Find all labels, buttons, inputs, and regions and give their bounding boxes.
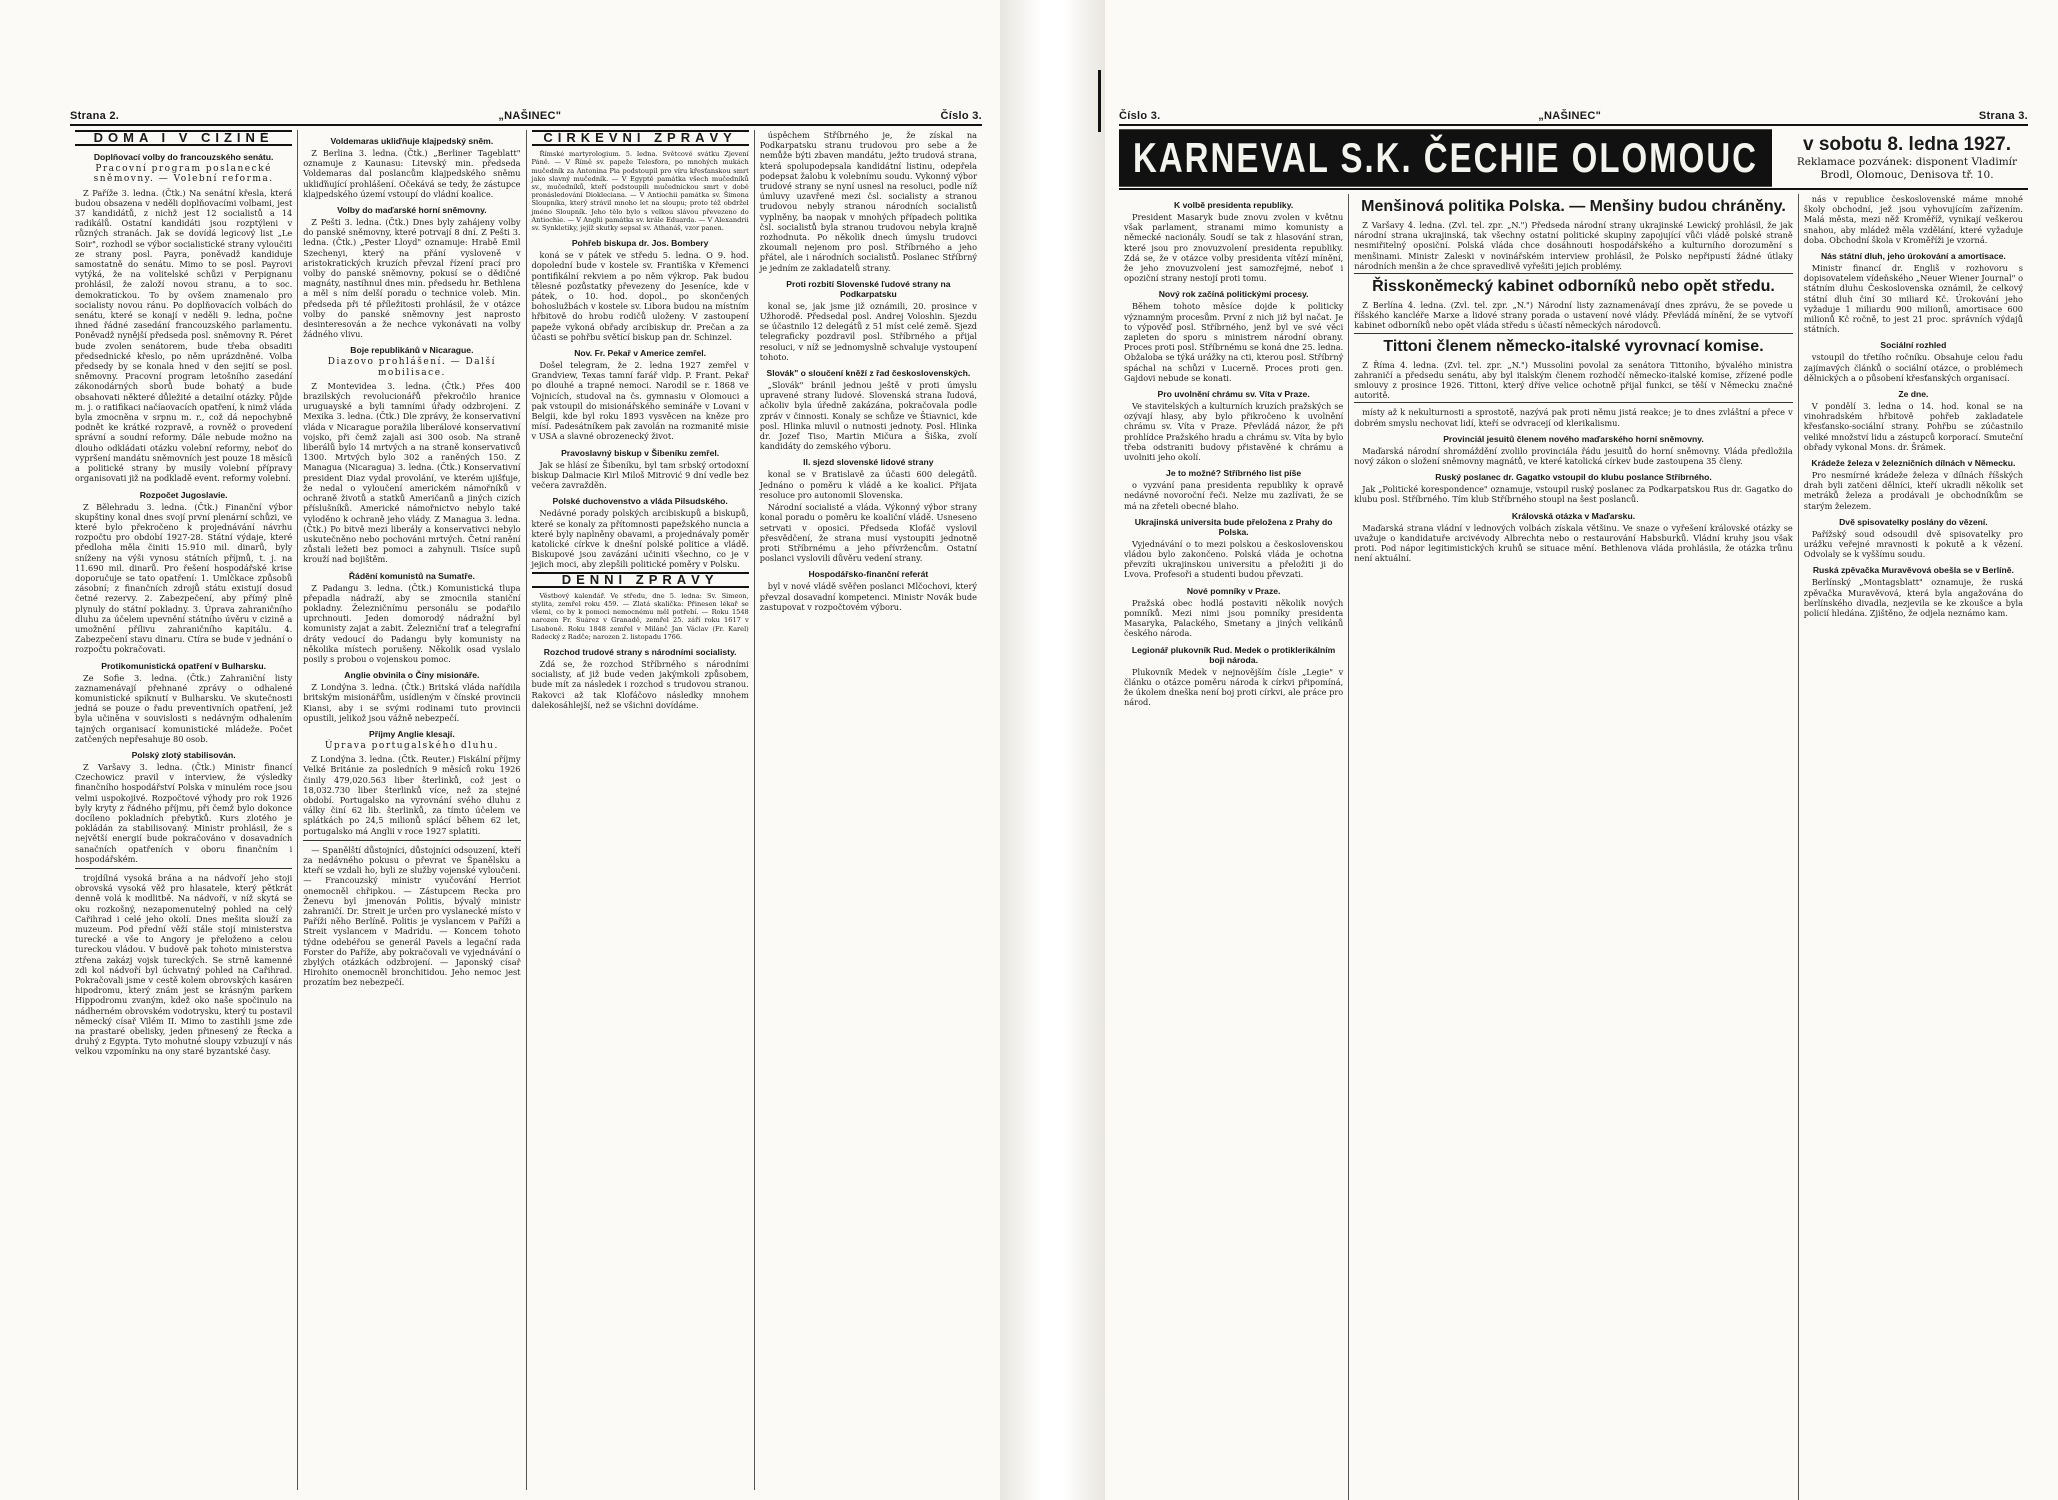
article-heading: Pro uvolnění chrámu sv. Víta v Praze. — [1157, 389, 1310, 400]
article-text: Pařížský soud odsoudil dvě spisovatelky pro urážku veřejné mravnosti k pokutě a k vězení. Odvolaly se k vyššímu soudu. — [1803, 528, 2023, 560]
article-text: Ze Sofie 3. ledna. (Čtk.) Zahraniční listy zaznamenávají přehnané zprávy o odhalené komunistické spiknutí v Bulharsku. Ve skutečnosti jedná se pouze o řadu preventivních opatření, jež byla učiněna v souvislosti s nedávným odhalením tajných organisací komunistické mládeže. Počet zatčených nepřesahuje 80 osob. — [75, 672, 293, 744]
article-subheading: Pracovní program poslanecké sněmovny. — Volební reforma. — [93, 164, 274, 185]
article-subheading: Diazovo prohlášení. — Další mobilisace. — [327, 357, 496, 378]
advert-title: KARNEVAL S.K. ČECHIE OLOMOUC — [1119, 129, 1772, 187]
article-heading: K volbě presidenta republiky. — [1174, 200, 1294, 210]
article-heading: Krádeže železa v železničních dílnách v Německu. — [1811, 458, 2016, 469]
article-text: Vyjednávání o to mezi polskou a československou vládou bylo zakončeno. Polská vláda je ochotna převzíti ukrajinskou universitu a přeložiti ji do Lvova. Profesoři a studenti budou převzati. — [1124, 538, 1344, 580]
article-text: Zdá se, že rozchod Stříbrného s národními socialisty, ať již bude veden jakýmkoli způsobem, bude mít za následek i rozchod s trudovou stranou. Rakovci až tak Klofáčovo následky mnohem dalekosáhlejší, než se všichni dovídáme. — [531, 658, 749, 710]
left-running-head — [70, 110, 982, 126]
article-text: Maďarská strana vládní v lednových volbách získala většinu. Ve snaze o vyřešení královské otázky se uvažuje o kandidatuře arcivévody Albrechta nebo o restaurování Habsburků. Vládní kruhy jsou však proti. Pod nápor legitimistických kruhů se situace mění. Bethlenova vláda prohlásila, že otázka trůnu není aktuální. — [1354, 522, 1793, 564]
article-heading: Volby do maďarské horní sněmovny. — [337, 205, 487, 216]
article-heading: Nové pomníky v Praze. — [1186, 585, 1281, 596]
article-text: Věstbový kalendář. Ve středu, dne 5. ledna: Sv. Simeon, stylita, zemřel roku 459. — Zlatá skalička: Přinesen lékař se všemi, co by k pomoci nemocnému měl potřebí. — Roku 1548 narozen Fr. Suárez v Granadě, zemřel 25. září roku 1617 v Lisaboně. Roku 1848 zemřel v Milánč Jan Václav (Fr. Karel) Radecký z Radče; narozen 2. listopadu 1766. — [531, 591, 749, 641]
left-column-3 — [526, 130, 754, 1490]
article-text: Z Varšavy 3. ledna. (Čtk.) Ministr financí Czechowicz pravil v interview, že výsledky finančního hospodářství Polska v minulém roce jsou velmi uspokojivé. Rozpočtové výhody pro rok 1926 byly kryty z řádného příjmu, při čemž bylo dokonce docíleno pokladních přebytků. Kurs zlotého je pokládán za stabilisovaný. Ministr prohlásil, že s největší energií bude pokračováno v dosavadních sanačních opatřeních v oboru finančním i hospodářském. — [75, 761, 293, 864]
page-gutter — [1000, 0, 1105, 1500]
article-text: „Slovák" bránil jednou ještě v proti úmyslu upravené strany ľudové. Slovenská strana ľudová, ačkoliv byla úředně zakázána, pokračovala podle zpráv v činnosti. Konaly se schůze ve Štiavnici, kde posl. Hlinka mluvil o nutnosti jednoty. Posl. Hlinka dr. Jozef Tiso, Martin Mičura a Šiška, zvolí kandidáty do zemského výboru. — [759, 380, 977, 452]
right-column-1 — [1119, 194, 1348, 1500]
left-column-4 — [754, 130, 982, 1490]
right-columns — [1119, 194, 2028, 1500]
advert-date: v sobotu 8. ledna 1927. — [1802, 134, 2011, 155]
right-issue-number: Číslo 3. — [1119, 110, 1161, 122]
wide-heading: Menšinová politika Polska. — Menšiny budou chráněny. — [1361, 198, 1786, 215]
article-text: místy až k nekulturnosti a sprostotě, nazývá pak proti němu jistá reakce; je to dnes zvláštní a přece v dobrém smyslu nechovat lidí, kteří se odvracejí od klerikalismu. — [1354, 407, 1793, 428]
article-heading: Sociální rozhled — [1880, 340, 1947, 351]
article-text: Berlínský „Montagsblatt" oznamuje, že ruská zpěvačka Muravěvová, která byla angažována do berlínského divadla, nezjevila se ke zkoušce a byla policií hledána. Zjištěno, že odjela neznámo kam. — [1803, 577, 2023, 619]
right-masthead: „NAŠINEC" — [1538, 110, 1602, 122]
section-head-cirkevni: CÍRKEVNÍ ZPRÁVY — [532, 130, 749, 146]
left-page-number: Strana 2. — [70, 110, 120, 122]
article-text: Národní socialisté a vláda. Výkonný výbor strany konal poradu o poměru ke koaliční vládě. Usneseno setrvati v oposici. Předseda Klofáč vyslovil přesvědčení, že strana musí vystoupiti jednotně proti Stříbrnému a jeho přívržencům. Ostatní poslanci vyslovili důvěru vedení strany. — [759, 502, 977, 564]
article-text: V pondělí 3. ledna o 14. hod. konal se na vinohradském hřbitově pohřeb zakladatele křesťansko-sociální strany. Pohřbu se zúčastnilo veliké množství lidu a zástupců korporací. Smuteční obřady vykonal Mons. dr. Šrámek. — [1803, 401, 2023, 452]
divider — [303, 840, 520, 841]
article-heading: Doplňovací volby do francouzského senátu. — [93, 152, 274, 163]
article-heading: Pohřeb biskupa dr. Jos. Bombery — [571, 238, 709, 249]
article-text: Maďarská národní shromáždění zvolilo provinciála řádu jesuitů do horní sněmovny. Vláda předložila nový zákon o složení sněmovny magnátů, ve které katolická církev bude zastoupena 35 členy. — [1354, 445, 1793, 467]
article-heading: Proti rozbití Slovenské ľudové strany na Podkarpatsku — [786, 278, 951, 299]
article-text: konal se, jak jsme již oznámili, 20. prosince v Užhorodě. Předsedal posl. Andrej Voloshin. Sjezdu se účastnilo 12 delegátů z 51 míst celé země. Sjezd telegraficky pozdravil posl. Stříbrného a přijal resoluci, v níž se jednomyslně schvaluje vystoupení tohoto. — [759, 300, 977, 362]
article-text: nás v republice československé máme mnohé školy obchodní, jež jsou vyhovujícím zařízením. Malá města, mezi něž Kroměříž, vynikají veškerou snahou, aby mládež měla vzdělání, které vyžaduje doba. Obchodní škola v Kroměříži je vzorná. — [1803, 194, 2023, 245]
article-subheading: Úprava portugalského dluhu. — [324, 740, 499, 751]
advert-note: Reklamace pozvánek: disponent Vladimír Brodl, Olomouc, Denisova tř. 10. — [1796, 156, 2018, 181]
article-text: koná se v pátek ve středu 5. ledna. O 9. hod. dopolední bude v kostele sv. Františka v Křemenci pontifikální rekviem a po něm výkrop. Pak budou tělesné pozůstatky převezeny do Jeseníce, kde v pátek, o 10. hod. dopol., po skončených bohoslužbách v kostele sv. Libora budou na místním hřbitově do hrobu rodičů uloženy. V zastoupení papeže vykoná obřady arcibiskup dr. Prečan a za účasti se pohřbu světící biskup pan dr. Schinzel. — [531, 250, 749, 342]
right-running-head — [1119, 110, 2028, 126]
article-text: úspěchem Stříbrného je, že získal na Podkarpatsku stranu trudovou pro sebe a že nemůže býti zbaven mandátu, ježto trudová strana, která spolupodepsala kandidátní listinu, odepřela podepsat žalobu k volebnímu soudu. Vykonný výbor trudové strany se nyní usnesl na resoluci, podle níž úmluvy uzavřené mezi čsl. socialisty a stranou trudovou nebyly stranou národních socialistů vyplněny, ba naopak v mnohých případech politika čsl. socialistů byla stranou trudovou nebyla krajně rozhodnuta. Po několik dnech úmyslu trudovci zkoumali nejenom pro posl. Stříbrného a jeho přátel, ale i národních socialistů. Poslanec Stříbrný je jedním ze zakladatelů strany. — [759, 130, 977, 273]
article-text: o vyzvání pana presidenta republiky k opravě nedávné novoroční řeči. Nelze mu zazlívati, že se má na zřeteli obecné blaho. — [1124, 480, 1344, 511]
article-heading: Je to možné? Stříbrného list píše — [1166, 468, 1302, 479]
article-heading: Ukrajinská universita bude přeložena z Prahy do Polska. — [1134, 516, 1333, 537]
article-heading: Nov. Fr. Pekař v Americe zemřel. — [574, 348, 707, 359]
article-text: Ministr financí dr. Engliš v rozhovoru s dopisovatelem vídeňského „Neuer Wiener Journal" o státním dluhu Československa oznámil, že celkový státní dluh činí 30 miliard Kč. Úrokování jeho vyžaduje 1 miliardu 900 milionů, amortisace 600 milionů Kč ročně, to jest 21 proc. správních výdajů státních. — [1803, 263, 2023, 335]
article-heading: Příjmy Anglie klesají. — [369, 728, 455, 739]
wide-article-kabinet — [1354, 278, 1793, 334]
article-text: Ve stavitelských a kulturních kruzích pražských se ozývají hlasy, aby bylo přikročeno k uvolnění chrámu sv. Víta v Praze. Převládá názor, že při prohlídce Pražského hradu a chrámu sv. Víta by bylo třeba odstraniti budovy přistavěné k chrámu a uvolniti jeho okolí. — [1124, 401, 1344, 463]
article-heading: Řádění komunistů na Sumatře. — [348, 570, 475, 581]
article-text: Během tohoto měsíce dojde k politicky významným procesům. První z nich již byl načat. Je to výpověď posl. Stříbrného, jenž byl ve své věci zapleten do sporu s ministrem národní obrany. Proces proti posl. Stříbrnému se koná dne 25. ledna. Obžaloba se týká urážky na cti, kterou posl. Stříbrný spáchal na schůzi v Lucerně. Proces proti gen. Gajdovi nebude se konati. — [1124, 301, 1344, 383]
article-text: Jak se hlásí ze Šibeníku, byl tam srbský ortodoxní biskup Dalmacie Kirl Miloš Mitrović 9 dní vedle bez večera zavražděn. — [531, 459, 749, 491]
article-heading: Hospodářsko-finanční referát — [808, 569, 929, 580]
article-text: — Spanělští důstojníci, důstojníci odsouzení, kteří za nedávného pokusu o převrat ve Španělsku a kteří se vzdali ho, byli ze služby vojenské vyloučeni. — Francouzský ministr vyučování Herriot onemocněl chřipkou. — Zástupcem Recka pro Ženevu byl jmenován Politis, bývalý ministr zahraničí. Dr. Streit je určen pro vyslanecké místo v Paříži něho Berlíně. Politis je vyslancem v Paříži a Streit vyslancem v Madridu. — Koncem tohoto týdne odebéřou se generál Pavels a legační rada Forster do Paříže, aby pokračovali ve vyjednávání o zbylých otázkách odzbrojení. — Japonský císař Hirohito onemocněl bronchitidou. Jeho nemoc jest prozatím bez nebezpečí. — [303, 844, 521, 988]
article-text: Z Londýna 3. ledna. (Čtk.) Britská vláda nařídila britským misionářům, usídleným v čínské provincii Kiansi, aby i se svými rodinami tuto provincii opustili, jelikož jsou vážně nebezpečí. — [303, 682, 521, 723]
article-heading: II. sjezd slovenské lidové strany — [803, 457, 934, 468]
article-heading: Královská otázka v Maďarsku. — [1511, 510, 1636, 521]
left-masthead: „NAŠINEC" — [498, 110, 562, 122]
section-head-doma: DOMA I V CIZINĚ — [75, 130, 292, 146]
right-page-number: Strana 3. — [1978, 110, 2028, 122]
left-issue-number: Číslo 3. — [940, 110, 982, 122]
binding-mark — [1098, 70, 1101, 132]
right-column-3 — [1798, 194, 2028, 1500]
karneval-advertisement — [1119, 130, 2028, 190]
article-text: Z Londýna 3. ledna. (Čtk. Reuter.) Fiskální příjmy Velké Británie za posledních 9 měsíců roku 1926 činily 479,020.563 liber šterlinků, což jest o 18,032.730 liber šterlinků více, než za stejné období. Portugalsko na vyrovnání svého dluhu z války činí 62 lib. šterlinků, za tímto účelem ve splátkách po 24,5 milionů splácí během 62 let, portugalsko má Anglii v roce 1927 splatiti. — [303, 754, 521, 836]
right-column-2 — [1348, 194, 1798, 1500]
divider — [75, 868, 292, 869]
article-text: Jak „Politické korespondence" oznamuje, vstoupil ruský poslanec za Podkarpatskou Rus dr. Gagatko do klubu posl. Stříbrného. Tím klub Stříbrného stoupl na šest poslanců. — [1354, 484, 1793, 505]
article-heading: Rozchod trudové strany s národními socialisty. — [543, 646, 737, 657]
advert-details — [1772, 134, 2028, 182]
article-heading: Protikomunistická opatření v Bulharsku. — [101, 660, 266, 671]
wide-article-tittoni — [1354, 338, 1793, 404]
article-text: Z Paříže 3. ledna. (Čtk.) Na senátní křesla, která budou obsazena v neděli doplňovacími volbami, jest 37 kandidátů, z nichž jest 12 socialistů a 14 radikálů. Ostatní kandidáti jsou rozptýleni v různých stranách. Jak se dovídá legicový list „Le Soir", rozhodl se výbor socialistické strany vyloučiti ze strany posl. Payra, poněvadž kandiduje samostatně do senátu. Mimo to se posl. Payrovi vytýká, že na volitelské schůzi v Perpignanu prohlásil, že založí novou stranu, a to soc. demokratickou. To by ovšem znamenalo pro socialisty novou ránu. Po doplňovacích volbách do senátu, které se konají v neděli 9. ledna, počne ihned řádné zasedání francouzského parlamentu. Poněvadž nynější předseda posl. sněmovny R. Péret bude zvolen senátorem, bude třeba obsaditi předsednické křeslo, po něm uprázdněné. Volba předsedy by se konala hned v den sejití se posl. sněmovny. Pracovní program letošního zasedání zákonodárných sborů bude bohatý a bude obsahovati některé důležité a detailní otázky. Půjde m. j. o ratifikaci načíaovacích opatření, k nimž vláda byla zmocněna v srpnu m. r., což dá nepochybně podnět ke krátké rozpravě, a rovněž o provedení správní a soudní reformy. Dále nebude možno na dlouho odkládati otázku volební reformy, neboť do vypršení mandátu sněmovních jest pouze 18 měsíců a politické strany by musily volební přípravy organisovati již na podkladě event. reformy volební. — [75, 187, 293, 484]
wide-article-menseiny — [1354, 198, 1793, 274]
wide-heading: Řisskoněmecký kabinet odborníků nebo opět středu. — [1372, 278, 1775, 296]
article-heading: Boje republikánů v Nicarague. — [350, 345, 474, 356]
left-column-2 — [297, 130, 525, 1490]
article-text: Z Pešti 3. ledna. (Čtk.) Dnes byly zahájeny volby do panské sněmovny, které potrvají 8 dní. Z Pešti 3. ledna. (Čtk.) „Pester Lloyd" oznamuje: Hrabě Emil Szechenyi, který na přání vysloveně v aristokratických kruzích převzal řízení prací pro volby do panské sněmovny, pokusí se o dědičné magnáty, nastíhnul dnes min. předsedu hr. Bethlena a měl s ním delší poradu o technice voleb. Min. předseda při té příležitosti prohlásil, že v otázce volby do panské sněmovny jest naprosto desinteresován a že nechce vykonávati na volby žádného vlivu. — [303, 217, 521, 340]
article-text: vstoupil do třetího ročníku. Obsahuje celou řadu zajímavých článků o sociální otázce, o problémech dělnických a o působení křesťanských organisací. — [1803, 352, 2023, 383]
article-text: Z Padangu 3. ledna. (Čtk.) Komunistická tlupa přepadla nádraží, aby se zmocnila staniční pokladny. Železničnímu personálu se podařilo uprchnouti. Jeden domorodý nádražní byl komunisty zajat a zabit. Železniční trať a telegrafní dráty vedoucí do Padangu byly komunisty na několika místech porušeny. Několik osad vyslalo posily s probou o vojenskou pomoc. — [303, 582, 521, 664]
article-heading: Polský zlotý stabilisován. — [131, 749, 236, 760]
article-heading: Dvě spisovatelky poslány do vězení. — [1839, 516, 1988, 527]
article-heading: Rozpočet Jugoslavie. — [139, 489, 228, 500]
article-heading: Polské duchovenstvo a vláda Pilsudského. — [552, 496, 728, 507]
article-text: konal se v Bratislavě za účasti 600 delegátů. Jednáno o poměru k vládě a ke koalici. Přijata resoluce pro autonomii Slovenska. — [759, 469, 977, 500]
article-text: trojdílná vysoká brána a na nádvoří jeho stoji obrovská vysoká věž pro hlasatele, který pětkrát denně volá k modlitbě. Na nádvoří, v níž skytá se oku rozkošný, nezapomenutelný pohled na celý Cařihrad i celé jeho okolí. Dnes mešita slouží za muzeum. Pod přední věží stále stojí ministerstva turecké a vše to Angory je přeloženo a celou tureckou vládou. V budově pak tohoto ministerstva ztřena zakázj vojsk tureckých. Se strně kamenné zdi kol nádvoří byl úchvatný pohled na Cařihrad. Pokračovali jsme v cestě kolem obrovských kasáren hipodromu, který znám jest se krásným parkem Hippodromu zvaným, kdež oko naše spočinulo na nádherném obrovském vodotrysku, který tu postavil německý císař Vilém II. Mimo to zastihli jsme zde na prastaré obelisky, jeden přinesený ze Řecka a druhý z Egypta. Tyto mohutné sloupy vzbuzují v nás velkou vzpomínku na ony staré byzantské časy. — [75, 873, 293, 1057]
left-columns — [70, 130, 982, 1490]
article-heading: Ruský poslanec dr. Gagatko vstoupil do klubu poslance Stříbrného. — [1435, 472, 1712, 483]
article-heading: Slovák" o sloučení kněží z řad československých. — [766, 368, 971, 379]
section-head-denni: DENNÍ ZPRÁVY — [532, 572, 749, 588]
article-heading: Provinciál jesuitů členem nového maďarského horní sněmovny. — [1443, 433, 1704, 444]
article-heading: Pravoslavný biskup v Šibeníku zemřel. — [561, 447, 720, 458]
left-column-1 — [70, 130, 297, 1490]
right-page — [1105, 0, 2058, 1500]
article-text: Římské martyrologium. 5. ledna. Světcové svátku Zjevení Páně. — V Římě sv. papeže Telesfora, po mnohých mukách mučedník za Antonina Pia podstoupil pro víru křesťanskou smrt jako slavný mučedník. — V Egyptě památka všech mučedníků sv., mučedníků, kteří podstoupili mučednickou smrt v době pronásledování Diokleciana. — V Antiochii památka sv. Šimona Sloupníka, který strávil mnoho let na sloupu; proto též obdržel jméno Sloupník. Jeho tělo bylo s velkou slávou převezeno do Antiochie. — V Anglii památka sv. krále Eduarda. — V Alexandrii sv. Synkletiky, jejíž skutky sepsal sv. Athanáš, vzor panen. — [531, 150, 749, 233]
article-text: Pražská obec hodlá postaviti několik nových pomníků. Mezi nimi jsou pomníky presidenta Masaryka, Palackého, Smetany a jiných velikánů českého národa. — [1124, 597, 1344, 639]
article-heading: Legionář plukovník Rud. Medek o protiklerikálním boji národa. — [1131, 644, 1336, 665]
article-text: Pro nesmírné krádeže železa v dílnách říšských drah byli zatčeni dělníci, kteří ukradli několik set metráků železa a prodávali je obchodníkům se starým železem. — [1803, 470, 2023, 511]
article-heading: Anglie obvinila o Číny misionáře. — [344, 670, 480, 681]
article-text: Z Varšavy 4. ledna. (Zvl. tel. zpr. „N.") Předseda národní strany ukrajinské Lewický prohlásil, že jak národní strana ukrajinská, tak všechny ostatní politické skupiny zapojující vůči vládě polské straně nesmiřitelný oposiční. Polská vláda chce dosáhnouti hospodářského a kulturního dorozumění s menšinami. Ministr Zaleski v novinářském interview prohlásil, že Polsko nepřipustí žádné útlaky národních menšin a že chce spravedlivě vyřešiti jejich problémy. — [1354, 220, 1793, 271]
article-text: Z Montevidea 3. ledna. (Čtk.) Přes 400 brazilských revolucionářů překročilo hranice uruguayské a byli tamními úřady odzbrojeni. Z Mexika 3. ledna. (Čtk.) Dle zprávy, že konservativní vláda v Nicarague poražila liberálové konservativní vojsko, při čemž zajali asi 300 osob. Na straně liberálů bylo 14 mrtvých a na straně konservativců 1300. Mrtvých bylo 302 a raněných 150. Z Managua (Nicaragua) 3. ledna. (Čtk.) Konservativní president Diaz vydal provolání, ve kterém ujišťuje, že nedal o vyloučení americkém námořníků v ochraně životů a statků Američanů a jiných cizích příslušníků. Americké námořnictvo nebylo také vyloděno k ochraně jeho vlády. Z Managua 3. ledna. (Čtk.) Po bitvě mezi liberály a konservativci nebylo uskutečněno nebo pochováni mrtvých. Četní ranění zůstali ležeti bez pomoci a zahynuli. Tisíce supů krouží nad bojištěm. — [303, 380, 521, 565]
article-text: byl v nové vládě svěřen poslanci Mlčochovi, který převzal dosavadní kompetenci. Ministr Novák bude zastupovat v rozpočtovém výboru. — [759, 581, 977, 612]
article-heading: Voldemaras ukliďňuje klajpedský sněm. — [330, 136, 494, 146]
article-text: Došel telegram, že 2. ledna 1927 zemřel v Grandview, Texas tamní farář vldp. P. Frant. Pekař po dlouhé a trapné nemoci. Narodil se r. 1868 ve Vojnicích, studoval na čs. gymnasiu v Olomouci a pak vstoupil do misionářského semináře v Lovani v Belgii, kde byl roku 1893 vysvěcen na kněze pro mísí. Padesátníkem pak zavolán na rozmanité misie v USA a slavné obrozenecký život. — [531, 360, 749, 442]
article-heading: Nový rok začíná politickými procesy. — [1158, 289, 1309, 300]
article-text: Z Berlína 4. ledna. (Zvl. tel. zpr. „N.") Národní listy zaznamenávají dnes zprávu, že se povede u říšského kancléře Marxe a lidové strany porada o ustavení nové vlády. Převládá mínění, že se vytvoří kabinet odborníků nebo opět vláda středu s účastí německých národovců. — [1354, 300, 1793, 331]
article-text: Nedávné porady polských arcibiskupů a biskupů, které se konaly za přítomnosti papežského nuncia a které byly naplněny obavami, a projednávaly poměr katolické církve k dnešní polské politice a vládě. Biskupové jsou zavázáni učiniti všechno, co je v jejich moci, aby zlepšili politické poměry v Polsku. — [531, 508, 749, 570]
wide-heading: Tittoni členem německo-italské vyrovnací komise. — [1383, 337, 1764, 355]
article-text: Z Říma 4. ledna. (Zvl. tel. zpr. „N.") Mussolini povolal za senátora Tittoniho, bývalého ministra zahraničí a předsedu senátu, aby byl italským členem rozhodčí německo-italské komise, zřízené podle smlouvy z prosince 1926. Tittoni, který dříve velice ochotně přijal funkci, se těší v Německu značné autoritě. — [1354, 359, 1793, 401]
article-heading: Nás státní dluh, jeho úrokování a amortisace. — [1820, 251, 2006, 262]
article-heading: Ruská zpěvačka Muravěvová obešla se v Berlíně. — [1812, 565, 2014, 576]
article-text: Z Bělehradu 3. ledna. (Čtk.) Finanční výbor skupštiny konal dnes svojí první plenární schůzi, ve které bylo překročeno k projednávání návrhu rozpočtu pro období 1927-28. Státní výdaje, které předloha měla činiti 15.910 mil. dinarů, byly sníženy na výši vynosu státních příjmů, t. j. na 11.690 mil. dinarů. Pro řešení hospodářské krise doporučuje se tato opatření: 1. Umlčkace způsobů zásobní; z finančních zdrojů státu existují dosud četné rezervy. 2. Zabezpečení, aby přímý plně plynuly do státní pokladny. 3. Úprava zahraničního dluhu za účelem upevnění státního úvěru v cizině a umožnění přílivu zahraničního kapitálu. 4. Zabezpečení stavu dinaru. Ctíra se bude v jednání o rozpočtu pokračovati. — [75, 501, 293, 655]
left-page — [0, 0, 1000, 1500]
article-text: President Masaryk bude znovu zvolen v květnu však parlament, stranami mimo komunisty a německé nacionály. Soudí se tak z hlasování stran, které jsou pro znovuzvolení presidenta republiky. Zdá se, že v otázce volby presidenta vítězí mínění, že jeho znovuzvolení jest samozřejmé, neboť i opoziční strany nestojí proti tomu. — [1124, 212, 1344, 284]
article-heading: Ze dne. — [1898, 389, 1929, 400]
article-text: Plukovník Medek v nejnovějším čísle „Legie" v článku o otázce poměru národa k církvi připomíná, že úkolem dneška není boj proti církvi, ale práce pro národ. — [1124, 666, 1344, 708]
article-text: Z Berlina 3. ledna. (Čtk.) „Berliner Tageblatt" oznamuje z Kaunasu: Litevský min. předseda Voldemaras dal poslancům klajpedského sněmu ukliďňující prohlášení. Očekává se tedy, že zástupce klajpedského území vstoupí do vládní koalice. — [303, 148, 521, 199]
